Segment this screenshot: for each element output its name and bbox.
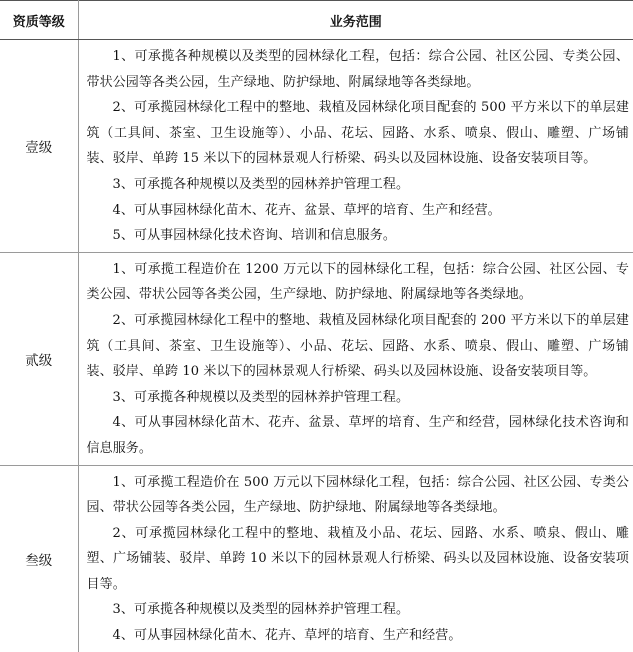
scope-cell	[78, 252, 633, 465]
scope-item: 5、可从事园林绿化技术咨询、培训和信息服务。	[112, 228, 396, 244]
scope-item: 2、可承揽园林绿化工程中的整地、栽植及小品、花坛、园路、水系、喷泉、假山、雕塑、广场铺装、驳岸、单跨 10 米以下的园林景观人行桥梁、码头以及园林设施、设备安装项目等。	[86, 525, 629, 592]
table-row	[0, 465, 633, 652]
level-cell: 壹级	[0, 40, 78, 253]
scope-item: 2、可承揽园林绿化工程中的整地、栽植及园林绿化项目配套的 500 平方米以下的单层建筑（工具间、茶室、卫生设施等）、小品、花坛、园路、水系、喷泉、假山、雕塑、广场铺装、驳岸、单跨 15 米以下的园林景观人行桥梁、码头以及园林设施、设备安装项目等。	[86, 100, 629, 167]
header-level: 资质等级	[0, 1, 78, 40]
level-cell: 叁级	[0, 465, 78, 652]
scope-item: 4、可从事园林绿化苗木、花卉、盆景、草坪的培育、生产和经营。	[112, 202, 501, 218]
table-header-row	[0, 1, 633, 40]
scope-item: 4、可从事园林绿化苗木、花卉、草坪的培育、生产和经营。	[112, 628, 462, 644]
scope-cell	[78, 40, 633, 253]
scope-item: 4、可从事园林绿化苗木、花卉、盆景、草坪的培育、生产和经营，园林绿化技术咨询和信息服务。	[86, 415, 629, 456]
scope-item: 3、可承揽各种规模以及类型的园林养护管理工程。	[112, 176, 410, 192]
header-scope: 业务范围	[78, 1, 633, 40]
table-row	[0, 252, 633, 465]
scope-item: 1、可承揽工程造价在 1200 万元以下的园林绿化工程，包括：综合公园、社区公园、专类公园、带状公园等各类公园，生产绿地、防护绿地、附属绿地等各类绿地。	[86, 261, 629, 303]
scope-item: 1、可承揽各种规模以及类型的园林绿化工程，包括：综合公园、社区公园、专类公园、带状公园等各类公园，生产绿地、防护绿地、附属绿地等各类绿地。	[86, 49, 629, 90]
scope-item: 3、可承揽各种规模以及类型的园林养护管理工程。	[112, 602, 410, 618]
scope-item: 3、可承揽各种规模以及类型的园林养护管理工程。	[112, 389, 410, 405]
table-row	[0, 40, 633, 253]
scope-item: 1、可承揽工程造价在 500 万元以下园林绿化工程，包括：综合公园、社区公园、专类公园、带状公园等各类公园，生产绿地、防护绿地、附属绿地等各类绿地。	[86, 474, 629, 516]
level-cell: 贰级	[0, 252, 78, 465]
scope-item: 2、可承揽园林绿化工程中的整地、栽植及园林绿化项目配套的 200 平方米以下的单层建筑（工具间、茶室、卫生设施等）、小品、花坛、园路、水系、喷泉、假山、雕塑、广场铺装、驳岸、单跨 10 米以下的园林景观人行桥梁、码头以及园林设施、设备安装项目等。	[86, 312, 629, 380]
scope-cell	[78, 465, 633, 652]
